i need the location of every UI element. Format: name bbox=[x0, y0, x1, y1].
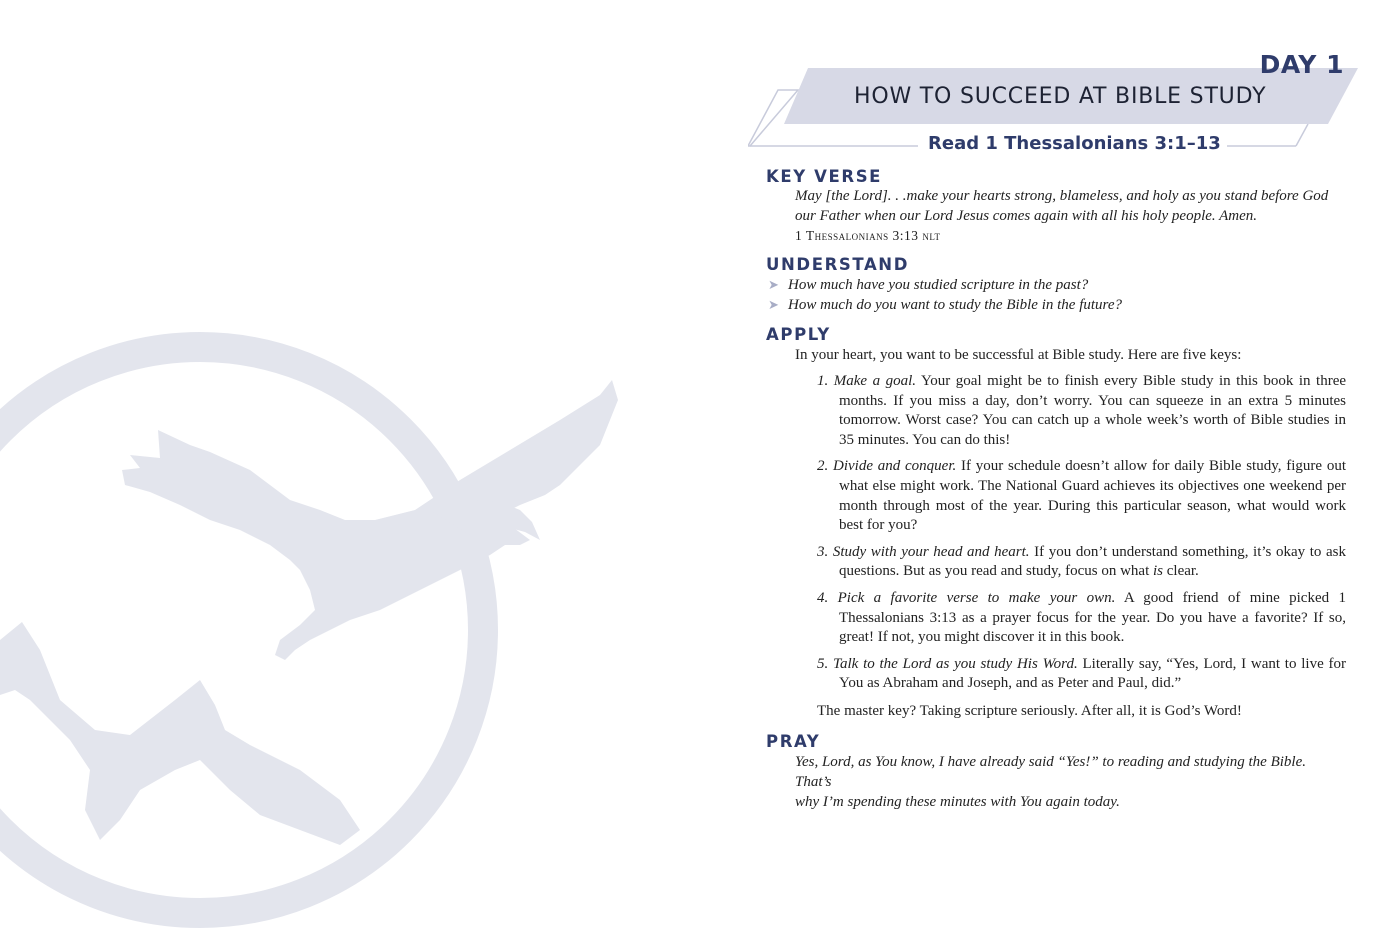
apply-closing: The master key? Taking scripture seriously. After all, it is God’s Word! bbox=[817, 702, 1242, 719]
key-lead: 4. Pick a favorite verse to make your own. bbox=[817, 589, 1116, 606]
right-page bbox=[700, 0, 1400, 933]
question-text: How much have you studied scripture in the past? bbox=[788, 277, 1089, 293]
key-text: Literally say, “Yes, Lord, I want to live for You as Abraham and Joseph, and as Peter and Paul, did.” bbox=[839, 655, 1346, 692]
key-tail: clear. bbox=[1163, 563, 1199, 580]
key-verse-line-1: May [the Lord]. . .make your hearts strong, blameless, and holy as you stand before God bbox=[795, 188, 1329, 204]
key-item bbox=[817, 457, 1346, 535]
key-text: If your schedule doesn’t allow for daily Bible study, figure out what else might work. The National Guard achieves its objectives one weekend per month through most of the year. During this particular season, what would work best for you? bbox=[839, 458, 1346, 534]
key-text: A good friend of mine picked 1 Thessalonians 3:13 as a prayer focus for the year. Do you have a favorite? If so, great! If not, you might discover it in this book. bbox=[839, 589, 1346, 646]
question-text: How much do you want to study the Bible in the future? bbox=[788, 297, 1122, 313]
chevron-right-icon: ➤ bbox=[768, 277, 779, 292]
prayer-block bbox=[795, 752, 1346, 812]
reading-reference: Read 1 Thessalonians 3:1–13 bbox=[922, 133, 1227, 154]
page-title: HOW TO SUCCEED AT BIBLE STUDY bbox=[854, 84, 1267, 109]
question-item bbox=[766, 295, 1346, 315]
key-verse-reference: 1 Thessalonians 3:13 nlt bbox=[795, 228, 941, 243]
apply-intro: In your heart, you want to be successful at Bible study. Here are five keys: bbox=[795, 347, 1242, 363]
prayer-line-2: why I’m spending these minutes with You again today. bbox=[795, 793, 1120, 810]
pray-heading: PRAY bbox=[766, 731, 821, 751]
five-keys-list bbox=[817, 372, 1346, 694]
prayer-line-1: Yes, Lord, as You know, I have already said “Yes!” to reading and studying the Bible. That’s bbox=[795, 753, 1306, 790]
understand-questions bbox=[766, 275, 1346, 315]
key-item bbox=[817, 372, 1346, 450]
key-lead: 2. Divide and conquer. bbox=[817, 458, 957, 475]
key-item bbox=[817, 589, 1346, 648]
key-lead: 5. Talk to the Lord as you study His Word. bbox=[817, 655, 1078, 672]
devotional-content bbox=[766, 166, 1346, 812]
key-text: If you don’t understand something, it’s okay to ask questions. But as you read and study, focus on what bbox=[839, 543, 1346, 580]
question-item bbox=[766, 275, 1346, 295]
key-item bbox=[817, 655, 1346, 694]
chevron-right-icon: ➤ bbox=[768, 297, 779, 312]
day-label: DAY 1 bbox=[1259, 50, 1344, 79]
key-lead: 3. Study with your head and heart. bbox=[817, 543, 1030, 560]
apply-heading: APPLY bbox=[766, 325, 831, 344]
understand-heading: UNDERSTAND bbox=[766, 255, 910, 274]
key-item bbox=[817, 543, 1346, 582]
key-verse-line-2: our Father when our Lord Jesus comes again with all his holy people. Amen. bbox=[795, 207, 1258, 224]
key-lead: 1. Make a goal. bbox=[817, 373, 917, 389]
key-verse-heading: KEY VERSE bbox=[766, 167, 883, 186]
key-text: Your goal might be to finish every Bible study in this book in three months. If you miss a day, don’t worry. You can squeeze in an extra 5 minutes tomorrow. Worst case? You can catch up a whole week’s worth of Bible studies in 35 minutes. You can do this! bbox=[839, 373, 1347, 448]
key-verse-block bbox=[795, 187, 1346, 246]
key-emphasis: is bbox=[1152, 563, 1163, 580]
